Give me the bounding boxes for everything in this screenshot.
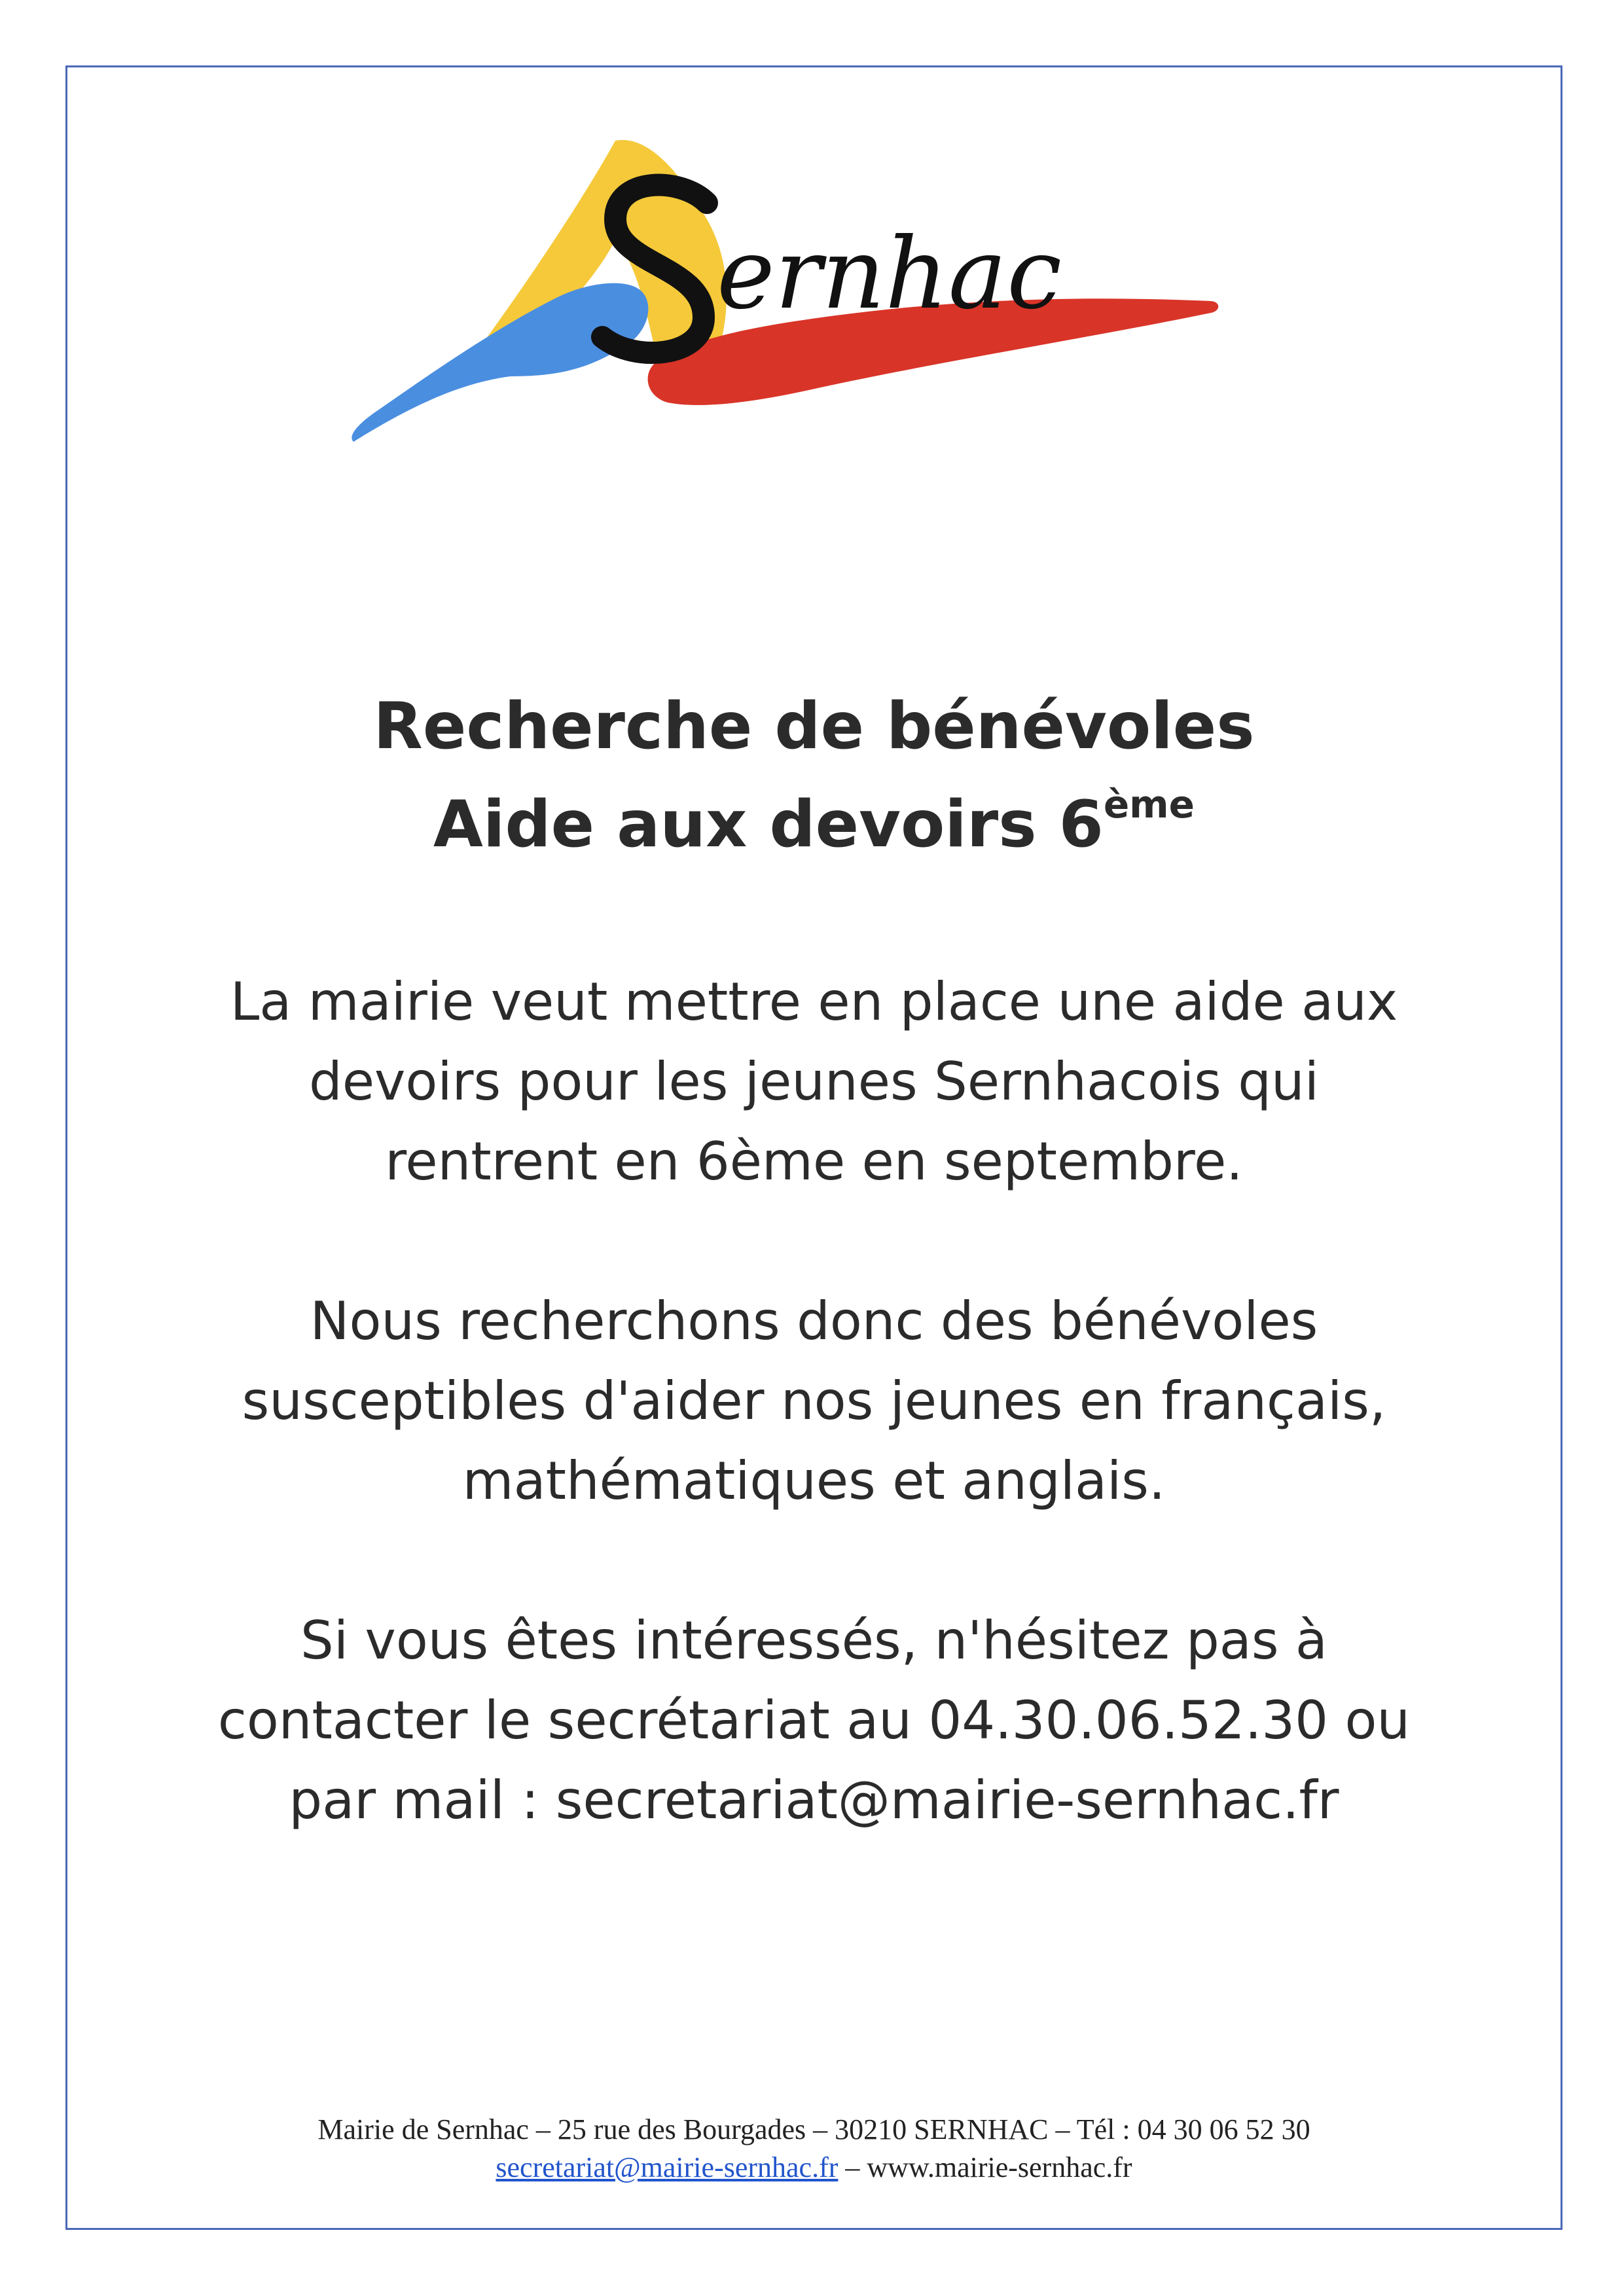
announcement-body <box>65 962 1562 1920</box>
paragraph-contact-line: Si vous êtes intéressés, n'hésitez pas à <box>300 1610 1327 1671</box>
paragraph-contact-line: par mail : secretariat@mairie-sernhac.fr <box>289 1770 1339 1831</box>
paragraph-intro-line: rentrent en 6ème en septembre. <box>385 1131 1243 1192</box>
footer-address: Mairie de Sernhac – 25 rue des Bourgades – 30210 SERNHAC – Tél : 04 30 06 52 30 <box>317 2113 1310 2145</box>
title-line-2-superscript: ème <box>1103 782 1195 827</box>
sernhac-logo <box>340 128 1231 455</box>
title-line-2 <box>65 776 1562 874</box>
paragraph-contact-line: contacter le secrétariat au 04.30.06.52.30 ou <box>217 1690 1411 1751</box>
paragraph-contact <box>65 1601 1562 1840</box>
paragraph-intro <box>65 962 1562 1202</box>
logo-text: ernhac <box>717 217 1062 331</box>
paragraph-volunteers <box>65 1282 1562 1521</box>
footer <box>65 2111 1562 2187</box>
logo-blue-swoosh <box>352 283 648 442</box>
page-title <box>65 677 1562 874</box>
paragraph-volunteers-line: susceptibles d'aider nos jeunes en français, <box>242 1371 1386 1431</box>
paragraph-volunteers-line: Nous recherchons donc des bénévoles <box>310 1291 1318 1352</box>
footer-contact-line <box>65 2149 1562 2187</box>
paragraph-intro-line: La mairie veut mettre en place une aide aux <box>230 971 1398 1032</box>
title-line-1: Recherche de bénévoles <box>373 689 1255 764</box>
footer-email-link[interactable]: secretariat@mairie-sernhac.fr <box>496 2151 839 2183</box>
footer-website: www.mairie-sernhac.fr <box>867 2151 1132 2183</box>
footer-separator: – <box>838 2151 867 2183</box>
paragraph-volunteers-line: mathématiques et anglais. <box>462 1450 1166 1511</box>
title-line-2-main: Aide aux devoirs 6 <box>433 787 1104 862</box>
paragraph-intro-line: devoirs pour les jeunes Sernhacois qui <box>309 1051 1319 1112</box>
